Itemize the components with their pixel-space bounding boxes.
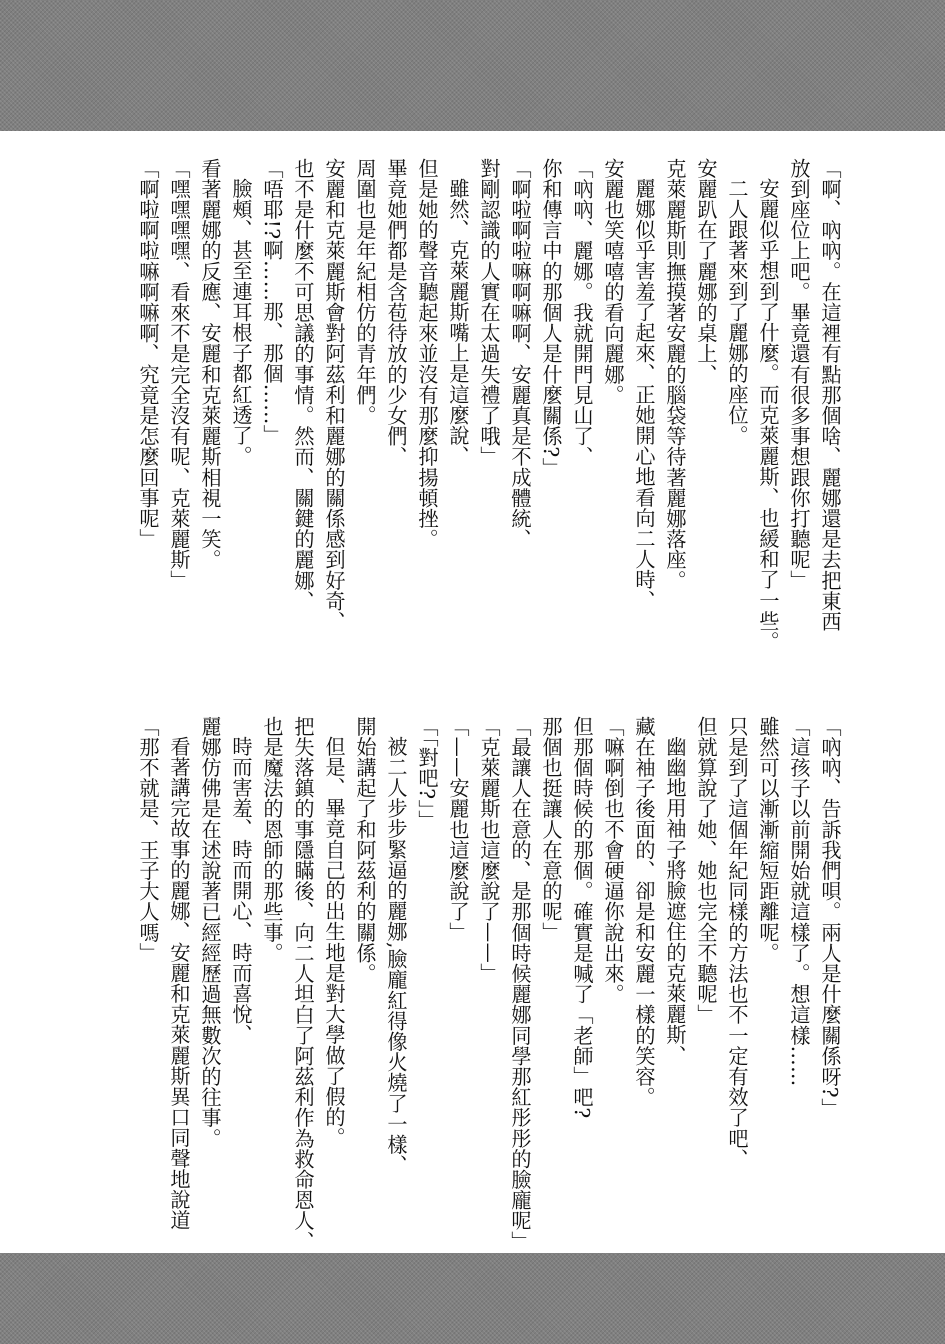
text-line: 「唔耶!?啊……那、那個……」 xyxy=(260,158,284,446)
text-line: 雖然可以漸漸縮短距離呢。 xyxy=(756,716,780,964)
text-line: 那個也挺讓人在意的呢」 xyxy=(539,716,563,943)
text-line: 「克萊麗斯也這麼說了——」 xyxy=(477,716,501,984)
bottom-gray-band xyxy=(0,1253,945,1344)
text-line: 「吶吶、告訴我們唄。兩人是什麼關係呀?」 xyxy=(818,716,842,1119)
text-line: 「啊啦啊啦嘛啊嘛啊、究竟是怎麼回事呢」 xyxy=(136,158,160,550)
text-line: 「吶吶、麗娜。我就開門見山了、 xyxy=(570,158,594,467)
text-line: 安麗和克萊麗斯會對阿茲利和麗娜的關係感到好奇、 xyxy=(322,158,346,632)
text-line: 「啊、吶吶。在這裡有點那個啥、麗娜還是去把東西 xyxy=(818,158,842,632)
text-line: 只是到了這個年紀同樣的方法也不一定有效了吧、 xyxy=(725,716,749,1170)
text-line: 二人跟著來到了麗娜的座位。 xyxy=(725,178,749,446)
lower-text-block xyxy=(132,716,845,1252)
text-line: 「那不就是、王子大人嗎」 xyxy=(136,716,160,964)
text-line: 「「對吧?」」 xyxy=(415,716,439,831)
text-line: 放到座位上吧。畢竟還有很多事想跟你打聽呢」 xyxy=(787,158,811,591)
text-line: 也不是什麼不可思議的事情。然而、關鍵的麗娜、 xyxy=(291,158,315,612)
text-line: 看著講完故事的麗娜、安麗和克萊麗斯異口同聲地說道 xyxy=(167,736,191,1231)
text-line: 幽幽地用袖子將臉遮住的克萊麗斯、 xyxy=(663,736,687,1066)
upper-text-block xyxy=(132,158,845,678)
text-line: 安麗似乎想到了什麼。而克萊麗斯、也緩和了一些。 xyxy=(756,178,780,652)
text-line: 「——安麗也這麼說了」 xyxy=(446,716,470,943)
text-line: 克萊麗斯則撫摸著安麗的腦袋等待著麗娜落座。 xyxy=(663,158,687,591)
text-line: 但是、畢竟自己的出生地是對大學做了假的。 xyxy=(322,736,346,1149)
text-line: 安麗也笑嘻嘻的看向麗娜。 xyxy=(601,158,625,406)
text-line: 麗娜仿佛是在述說著已經經歷過無數次的往事。 xyxy=(198,716,222,1149)
text-line: 但那個時候的那個。確實是喊了「老師」吧? xyxy=(570,716,594,1119)
text-line: 也是魔法的恩師的那些事。 xyxy=(260,716,284,964)
text-line: 時而害羞、時而開心、時而喜悅、 xyxy=(229,736,253,1046)
text-line: 藏在袖子後面的、卻是和安麗一樣的笑容。 xyxy=(632,716,656,1108)
top-gray-band xyxy=(0,0,945,131)
text-line: 臉頰、甚至連耳根子都紅透了。 xyxy=(229,178,253,467)
text-line: 「嘿嘿嘿嘿、看來不是完全沒有呢、克萊麗斯」 xyxy=(167,158,191,591)
text-line: 看著麗娜的反應、安麗和克萊麗斯相視一笑。 xyxy=(198,158,222,570)
text-line: 但就算說了她、她也完全不聽呢」 xyxy=(694,716,718,1025)
text-line: 周圍也是年紀相仿的青年們。 xyxy=(353,158,377,426)
text-line: 安麗趴在了麗娜的桌上、 xyxy=(694,158,718,385)
text-line: 被二人步步緊逼的麗娜,臉龐紅得像火燒了一樣、 xyxy=(384,736,408,1176)
text-line: 對剛認識的人實在太過失禮了哦」 xyxy=(477,158,501,467)
text-line: 「最讓人在意的、是那個時候麗娜同學那紅彤彤的臉龐呢」 xyxy=(508,716,532,1252)
text-line: 「啊啦啊啦嘛啊嘛啊、安麗真是不成體統、 xyxy=(508,158,532,550)
text-line: 畢竟她們都是含苞待放的少女們、 xyxy=(384,158,408,467)
text-line: 「嘛啊倒也不會硬逼你說出來。 xyxy=(601,716,625,1005)
text-line: 你和傳言中的那個人是什麼關係?」 xyxy=(539,158,563,479)
text-line: 麗娜似乎害羞了起來、正她開心地看向二人時、 xyxy=(632,178,656,611)
text-line: 雖然、克萊麗斯嘴上是這麼說、 xyxy=(446,178,470,467)
text-line: 把失落鎮的事隱瞞後、向二人坦白了阿茲利作為救命恩人、 xyxy=(291,716,315,1252)
text-line: 但是她的聲音聽起來並沒有那麼抑揚頓挫。 xyxy=(415,158,439,550)
text-line: 「這孩子以前開始就這樣了。想這樣…… xyxy=(787,716,811,1087)
text-line: 開始講起了和阿茲利的關係。 xyxy=(353,716,377,984)
